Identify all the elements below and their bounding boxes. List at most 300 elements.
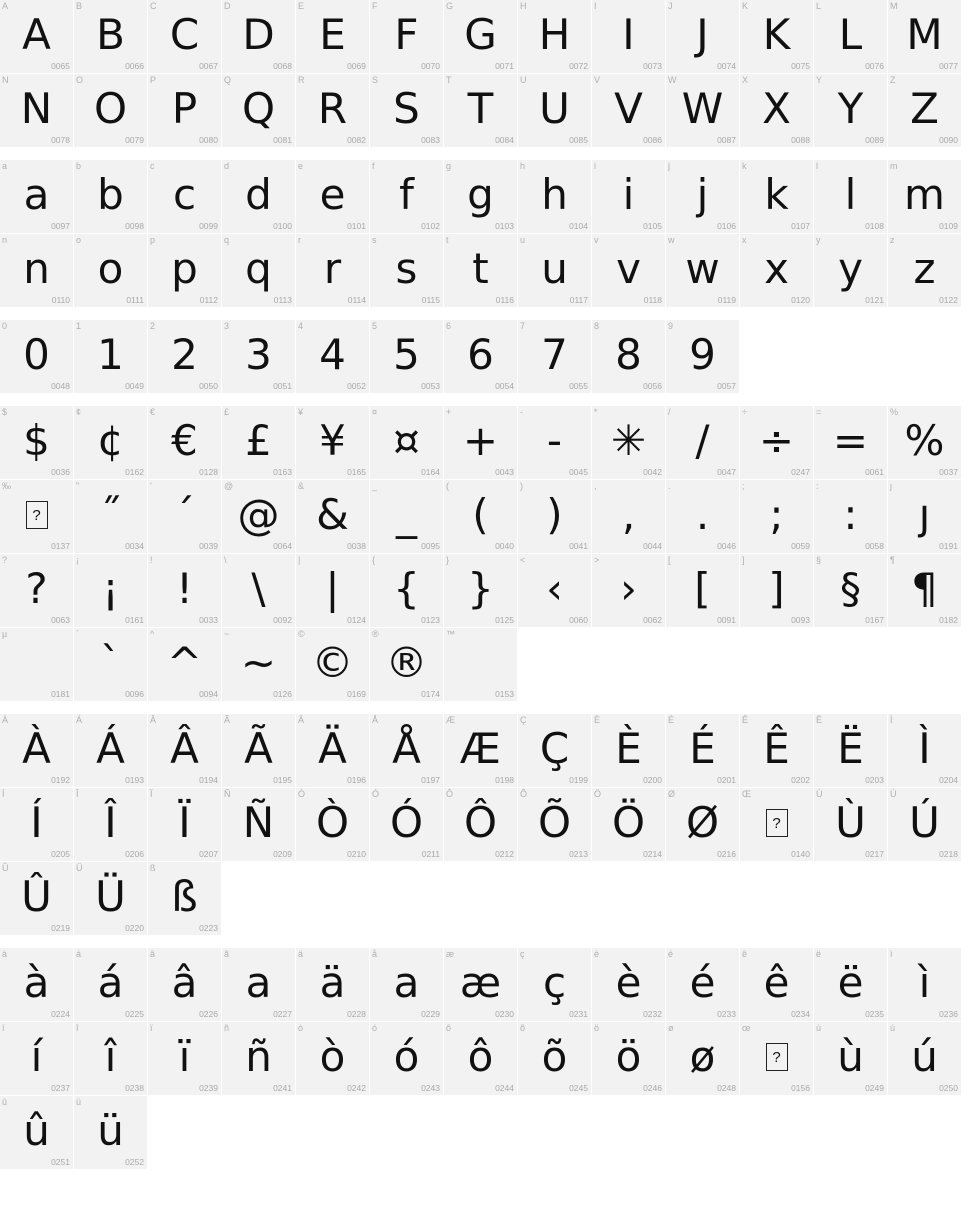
glyph-code-label: 0211 [421, 849, 440, 859]
glyph-char-label: ñ [224, 1023, 230, 1033]
glyph-cell[interactable] [444, 788, 518, 862]
glyph-cell[interactable] [370, 0, 444, 74]
glyph-cell[interactable] [814, 1022, 888, 1096]
glyph-cell[interactable] [814, 0, 888, 74]
glyph-preview: H [538, 10, 571, 59]
glyph-cell[interactable] [296, 480, 370, 554]
glyph-cell[interactable] [814, 480, 888, 554]
glyph-char-label: 5 [372, 321, 378, 331]
glyph-cell[interactable] [740, 1022, 814, 1096]
glyph-cell[interactable] [0, 554, 74, 628]
glyph-cell[interactable] [518, 1022, 592, 1096]
glyph-cell[interactable] [370, 160, 444, 234]
glyph-preview: E [319, 10, 346, 59]
glyph-char-label: ) [520, 481, 523, 491]
glyph-cell[interactable] [592, 554, 666, 628]
glyph-char-label: V [594, 75, 601, 85]
glyph-cell[interactable] [148, 862, 222, 936]
glyph-cell[interactable] [592, 320, 666, 394]
glyph-char-label: ä [298, 949, 304, 959]
glyph-cell[interactable] [444, 234, 518, 308]
glyph-cell[interactable] [666, 320, 740, 394]
glyph-cell[interactable] [0, 628, 74, 702]
glyph-preview: : [843, 490, 858, 539]
glyph-cell[interactable] [518, 74, 592, 148]
glyph-cell[interactable] [888, 0, 962, 74]
glyph-preview: J [696, 10, 709, 59]
glyph-preview: & [316, 490, 349, 539]
glyph-preview: % [904, 416, 945, 465]
glyph-cell[interactable] [740, 406, 814, 480]
glyph-cell[interactable] [518, 320, 592, 394]
glyph-preview: 8 [615, 330, 642, 379]
glyph-cell[interactable] [296, 554, 370, 628]
glyph-cell[interactable] [222, 788, 296, 862]
glyph-preview: § [840, 564, 861, 613]
glyph-cell[interactable] [592, 234, 666, 308]
glyph-preview: 0 [23, 330, 50, 379]
glyph-cell[interactable] [148, 160, 222, 234]
glyph-cell[interactable] [666, 160, 740, 234]
glyph-preview: | [325, 564, 340, 613]
glyph-preview: ï [178, 1032, 191, 1081]
glyph-preview: À [22, 724, 51, 773]
glyph-cell[interactable] [592, 480, 666, 554]
glyph-cell[interactable] [370, 628, 444, 702]
glyph-char-label: ; [742, 481, 745, 491]
glyph-cell[interactable] [666, 554, 740, 628]
glyph-preview: m [904, 170, 945, 219]
glyph-cell[interactable] [222, 234, 296, 308]
glyph-cell[interactable] [370, 1022, 444, 1096]
glyph-cell[interactable] [888, 714, 962, 788]
glyph-cell[interactable] [814, 788, 888, 862]
glyph-cell[interactable] [74, 0, 148, 74]
glyph-cell[interactable] [666, 234, 740, 308]
glyph-cell[interactable] [370, 234, 444, 308]
glyph-preview: D [242, 10, 275, 59]
glyph-preview: ì [918, 958, 931, 1007]
glyph-cell[interactable] [148, 554, 222, 628]
glyph-preview: b [97, 170, 124, 219]
glyph-char-label: Ù [816, 789, 823, 799]
glyph-code-label: 0044 [643, 541, 662, 551]
glyph-code-label: 0062 [643, 615, 662, 625]
glyph-cell[interactable] [518, 554, 592, 628]
glyph-preview: ¡ [102, 564, 119, 613]
glyph-preview: + [462, 416, 499, 465]
glyph-cell[interactable] [740, 480, 814, 554]
glyph-code-label: 0137 [51, 541, 70, 551]
glyph-cell[interactable] [222, 1022, 296, 1096]
glyph-cell[interactable] [814, 948, 888, 1022]
glyph-preview: W [681, 84, 724, 133]
glyph-code-label: 0192 [51, 775, 70, 785]
glyph-cell[interactable] [148, 234, 222, 308]
glyph-code-label: 0092 [273, 615, 292, 625]
glyph-cell[interactable] [444, 320, 518, 394]
glyph-cell[interactable] [222, 554, 296, 628]
glyph-code-label: 0250 [939, 1083, 958, 1093]
glyph-preview: û [23, 1106, 50, 1155]
glyph-preview: h [541, 170, 568, 219]
glyph-preview: I [622, 10, 635, 59]
glyph-char-label: Œ [742, 789, 751, 799]
glyph-char-label: n [2, 235, 8, 245]
glyph-cell[interactable] [370, 554, 444, 628]
glyph-cell[interactable] [740, 160, 814, 234]
glyph-char-label: ® [372, 629, 379, 639]
glyph-cell[interactable] [370, 714, 444, 788]
glyph-cell[interactable] [148, 74, 222, 148]
glyph-preview: P [171, 84, 198, 133]
glyph-cell[interactable] [592, 160, 666, 234]
glyph-cell[interactable] [370, 948, 444, 1022]
glyph-cell[interactable] [0, 480, 74, 554]
glyph-cell[interactable] [296, 628, 370, 702]
glyph-cell[interactable] [222, 74, 296, 148]
glyph-cell[interactable] [814, 74, 888, 148]
glyph-cell[interactable] [888, 480, 962, 554]
glyph-cell[interactable] [74, 406, 148, 480]
glyph-code-label: 0071 [495, 61, 514, 71]
glyph-char-label: h [520, 161, 526, 171]
glyph-cell[interactable] [888, 554, 962, 628]
glyph-code-label: 0164 [421, 467, 440, 477]
glyph-code-label: 0231 [569, 1009, 588, 1019]
glyph-preview: l [844, 170, 857, 219]
glyph-char-label: ¤ [372, 407, 378, 417]
glyph-cell[interactable] [518, 948, 592, 1022]
glyph-cell[interactable] [296, 160, 370, 234]
glyph-cell[interactable] [740, 234, 814, 308]
glyph-cell[interactable] [518, 0, 592, 74]
glyph-preview: f [399, 170, 414, 219]
glyph-preview: ó [393, 1032, 420, 1081]
glyph-code-label: 0206 [125, 849, 144, 859]
glyph-cell[interactable] [0, 74, 74, 148]
glyph-cell[interactable] [888, 234, 962, 308]
glyph-cell[interactable] [222, 320, 296, 394]
glyph-cell[interactable] [296, 0, 370, 74]
glyph-char-label: Û [2, 863, 9, 873]
glyph-preview: Ö [611, 798, 646, 847]
glyph-code-label: 0102 [421, 221, 440, 231]
glyph-code-label: 0057 [717, 381, 736, 391]
glyph-code-label: 0041 [569, 541, 588, 551]
glyph-char-label: Õ [520, 789, 528, 799]
glyph-cell[interactable] [222, 160, 296, 234]
glyph-code-label: 0174 [421, 689, 440, 699]
glyph-cell[interactable] [666, 0, 740, 74]
glyph-block-digits [0, 320, 970, 394]
glyph-char-label: s [372, 235, 377, 245]
glyph-preview: L [838, 10, 863, 59]
glyph-cell[interactable] [888, 948, 962, 1022]
glyph-cell[interactable] [814, 234, 888, 308]
glyph-preview: t [472, 244, 489, 293]
glyph-cell[interactable] [222, 480, 296, 554]
glyph-code-label: 0122 [939, 295, 958, 305]
glyph-cell[interactable] [74, 74, 148, 148]
glyph-char-label: D [224, 1, 231, 11]
glyph-cell[interactable] [444, 74, 518, 148]
glyph-code-label: 0040 [495, 541, 514, 551]
glyph-cell[interactable] [444, 1022, 518, 1096]
glyph-char-label: ] [742, 555, 745, 565]
glyph-code-label: 0103 [495, 221, 514, 231]
glyph-char-label: 2 [150, 321, 156, 331]
glyph-code-label: 0079 [125, 135, 144, 145]
glyph-cell[interactable] [0, 788, 74, 862]
glyph-cell[interactable] [666, 1022, 740, 1096]
glyph-cell[interactable] [370, 406, 444, 480]
glyph-cell[interactable] [370, 788, 444, 862]
glyph-code-label: 0200 [643, 775, 662, 785]
glyph-cell[interactable] [592, 948, 666, 1022]
glyph-code-label: 0052 [347, 381, 366, 391]
glyph-preview: Ò [315, 798, 350, 847]
glyph-cell[interactable] [740, 788, 814, 862]
glyph-cell[interactable] [222, 0, 296, 74]
glyph-cell[interactable] [666, 406, 740, 480]
glyph-preview: È [615, 724, 642, 773]
glyph-code-label: 0165 [347, 467, 366, 477]
glyph-code-label: 0225 [125, 1009, 144, 1019]
glyph-cell[interactable] [222, 714, 296, 788]
glyph-code-label: 0235 [865, 1009, 884, 1019]
glyph-char-label: H [520, 1, 527, 11]
glyph-char-label: ( [446, 481, 449, 491]
glyph-cell[interactable] [888, 74, 962, 148]
glyph-preview: ä [319, 958, 346, 1007]
glyph-cell[interactable] [222, 948, 296, 1022]
glyph-cell[interactable] [148, 714, 222, 788]
glyph-preview: - [546, 416, 563, 465]
glyph-code-label: 0203 [865, 775, 884, 785]
glyph-cell[interactable] [518, 788, 592, 862]
glyph-cell[interactable] [444, 554, 518, 628]
glyph-cell[interactable] [592, 714, 666, 788]
glyph-cell[interactable] [888, 406, 962, 480]
glyph-code-label: 0236 [939, 1009, 958, 1019]
glyph-cell[interactable] [0, 320, 74, 394]
glyph-preview: ® [385, 638, 428, 687]
glyph-code-label: 0094 [199, 689, 218, 699]
glyph-cell[interactable] [444, 160, 518, 234]
glyph-preview: K [762, 10, 791, 59]
glyph-preview: Á [96, 724, 125, 773]
glyph-cell[interactable] [74, 714, 148, 788]
glyph-cell[interactable] [888, 160, 962, 234]
glyph-preview: © [311, 638, 354, 687]
glyph-code-label: 0050 [199, 381, 218, 391]
glyph-cell[interactable] [814, 406, 888, 480]
glyph-code-label: 0039 [199, 541, 218, 551]
glyph-cell[interactable] [740, 714, 814, 788]
glyph-preview: $ [23, 416, 50, 465]
glyph-cell[interactable] [148, 480, 222, 554]
glyph-code-label: 0083 [421, 135, 440, 145]
glyph-cell[interactable] [666, 714, 740, 788]
glyph-cell[interactable] [74, 234, 148, 308]
glyph-cell[interactable] [74, 160, 148, 234]
glyph-code-label: 0099 [199, 221, 218, 231]
glyph-cell[interactable] [518, 234, 592, 308]
glyph-cell[interactable] [666, 948, 740, 1022]
glyph-cell[interactable] [444, 714, 518, 788]
glyph-cell[interactable] [518, 480, 592, 554]
glyph-preview: Î [104, 798, 117, 847]
glyph-preview: Í [30, 798, 43, 847]
glyph-cell[interactable] [444, 406, 518, 480]
glyph-cell[interactable] [740, 948, 814, 1022]
glyph-cell[interactable] [0, 1022, 74, 1096]
glyph-char-label: x [742, 235, 747, 245]
glyph-cell[interactable] [0, 234, 74, 308]
glyph-preview: [ [694, 564, 711, 613]
glyph-code-label: 0087 [717, 135, 736, 145]
glyph-code-label: 0033 [199, 615, 218, 625]
glyph-cell[interactable] [518, 160, 592, 234]
glyph-code-label: 0080 [199, 135, 218, 145]
glyph-cell[interactable] [148, 1022, 222, 1096]
glyph-char-label: _ [372, 481, 378, 491]
glyph-cell[interactable] [666, 480, 740, 554]
glyph-cell[interactable] [74, 788, 148, 862]
glyph-char-label: z [890, 235, 895, 245]
glyph-cell[interactable] [0, 160, 74, 234]
glyph-cell[interactable] [666, 788, 740, 862]
glyph-char-label: Ï [150, 789, 153, 799]
glyph-preview: € [171, 416, 198, 465]
glyph-cell[interactable] [296, 714, 370, 788]
glyph-char-label: r [298, 235, 301, 245]
glyph-char-label: 7 [520, 321, 526, 331]
glyph-cell[interactable] [0, 714, 74, 788]
glyph-preview: Û [21, 872, 52, 921]
glyph-code-label: 0081 [273, 135, 292, 145]
glyph-code-label: 0065 [51, 61, 70, 71]
glyph-preview: ü [97, 1106, 124, 1155]
glyph-code-label: 0251 [51, 1157, 70, 1167]
glyph-cell[interactable] [148, 788, 222, 862]
glyph-code-label: 0048 [51, 381, 70, 391]
glyph-char-label: Ò [298, 789, 306, 799]
glyph-code-label: 0045 [569, 467, 588, 477]
glyph-cell[interactable] [740, 554, 814, 628]
glyph-code-label: 0116 [495, 295, 514, 305]
glyph-cell[interactable] [296, 1022, 370, 1096]
glyph-cell[interactable] [740, 0, 814, 74]
glyph-preview: 3 [245, 330, 272, 379]
glyph-code-label: 0054 [495, 381, 514, 391]
glyph-preview: ? [25, 564, 48, 613]
glyph-cell[interactable] [74, 554, 148, 628]
glyph-cell[interactable] [592, 74, 666, 148]
glyph-cell[interactable] [0, 948, 74, 1022]
glyph-preview: Ù [835, 798, 866, 847]
glyph-cell[interactable] [0, 406, 74, 480]
glyph-cell[interactable] [814, 714, 888, 788]
glyph-cell[interactable] [888, 788, 962, 862]
glyph-cell[interactable] [148, 0, 222, 74]
glyph-cell[interactable] [296, 234, 370, 308]
glyph-char-label: B [76, 1, 83, 11]
glyph-preview: V [614, 84, 643, 133]
glyph-cell[interactable] [370, 480, 444, 554]
glyph-code-label: 0120 [791, 295, 810, 305]
glyph-cell[interactable] [296, 320, 370, 394]
glyph-preview: ¶ [911, 564, 938, 613]
glyph-code-label: 0046 [717, 541, 736, 551]
glyph-cell[interactable] [444, 628, 518, 702]
glyph-cell[interactable] [296, 74, 370, 148]
glyph-cell[interactable] [148, 320, 222, 394]
glyph-char-label: Á [76, 715, 83, 725]
glyph-preview: ô [467, 1032, 494, 1081]
glyph-cell[interactable] [0, 0, 74, 74]
glyph-cell[interactable] [148, 948, 222, 1022]
glyph-cell[interactable] [74, 862, 148, 936]
glyph-cell[interactable] [74, 1022, 148, 1096]
glyph-cell[interactable] [370, 74, 444, 148]
glyph-cell[interactable] [148, 406, 222, 480]
glyph-cell[interactable] [296, 788, 370, 862]
glyph-cell[interactable] [444, 480, 518, 554]
glyph-char-label: ÷ [742, 407, 747, 417]
glyph-cell[interactable] [444, 948, 518, 1022]
glyph-cell[interactable] [74, 480, 148, 554]
glyph-char-label: õ [520, 1023, 526, 1033]
glyph-code-label: 0239 [199, 1083, 218, 1093]
glyph-cell[interactable] [0, 862, 74, 936]
glyph-cell[interactable] [148, 628, 222, 702]
glyph-preview: Ã [244, 724, 273, 773]
glyph-cell[interactable] [74, 948, 148, 1022]
glyph-cell[interactable] [222, 628, 296, 702]
glyph-cell[interactable] [592, 788, 666, 862]
glyph-cell[interactable] [74, 628, 148, 702]
glyph-cell[interactable] [814, 160, 888, 234]
glyph-cell[interactable] [74, 320, 148, 394]
glyph-code-label: 0043 [495, 467, 514, 477]
glyph-cell[interactable] [518, 406, 592, 480]
glyph-cell[interactable] [518, 714, 592, 788]
glyph-code-label: 0105 [643, 221, 662, 231]
glyph-char-label: ¶ [890, 555, 895, 565]
glyph-cell[interactable] [592, 1022, 666, 1096]
glyph-code-label: 0049 [125, 381, 144, 391]
glyph-code-label: 0069 [347, 61, 366, 71]
glyph-cell[interactable] [444, 0, 518, 74]
glyph-cell[interactable] [666, 74, 740, 148]
glyph-preview: Å [392, 724, 421, 773]
glyph-cell[interactable] [296, 406, 370, 480]
glyph-cell[interactable] [592, 406, 666, 480]
glyph-char-label: N [2, 75, 9, 85]
glyph-cell[interactable] [888, 1022, 962, 1096]
glyph-cell[interactable] [222, 406, 296, 480]
glyph-cell[interactable] [592, 0, 666, 74]
glyph-cell[interactable] [0, 1096, 74, 1170]
glyph-cell[interactable] [296, 948, 370, 1022]
glyph-cell[interactable] [74, 1096, 148, 1170]
glyph-cell[interactable] [814, 554, 888, 628]
glyph-cell[interactable] [740, 74, 814, 148]
glyph-cell[interactable] [370, 320, 444, 394]
glyph-char-label: a [2, 161, 8, 171]
